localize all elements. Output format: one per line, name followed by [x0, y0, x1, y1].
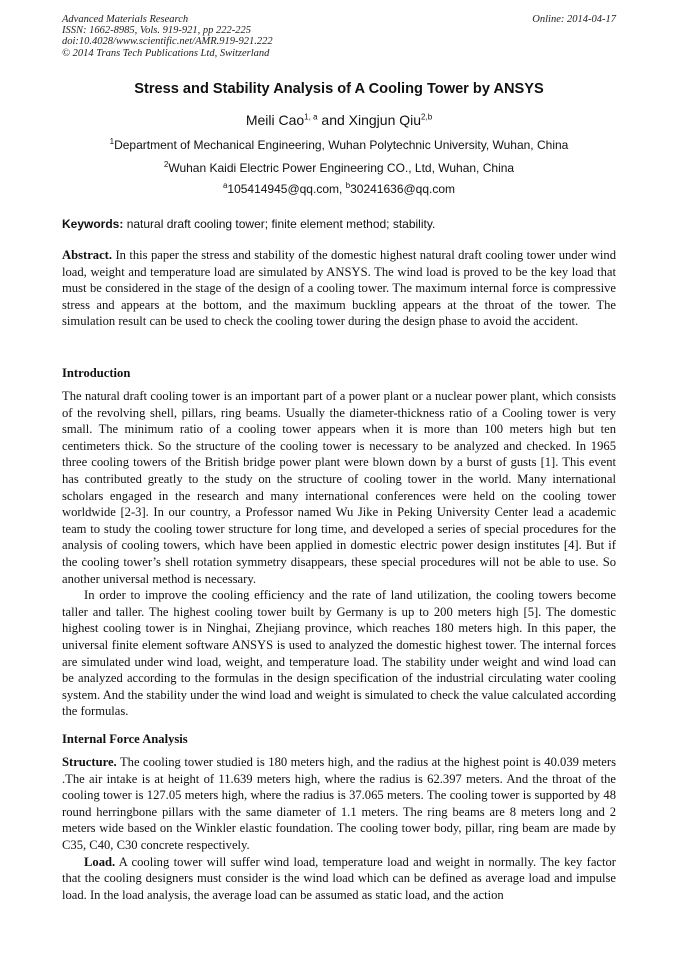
section-heading-introduction: Introduction	[62, 366, 131, 380]
keywords	[62, 217, 617, 231]
author-1: Meili Cao	[245, 112, 305, 128]
author-2: Xingjun Qiu	[348, 112, 422, 128]
structure-label: Structure.	[62, 755, 117, 769]
load-paragraph	[62, 854, 616, 904]
introduction-paragraph-1: The natural draft cooling tower is an important part of a power plant or a nuclear power plant, which consists of the revolving shell, pillars, ring beams. Usually the diameter-thickness ratio of a Cooling tower is very small. The minimum ratio of a cooling tower appears when it is more than 100 meters high but ten centimeters thick. So the structure of the cooling tower is necessary to be analyzed and checked. In 1965 three cooling towers of the British bridge power plant were blown down by a burst of gusts [1]. This event has contributed greatly to the study on the structure of cooling tower in the world. Many international scholars engaged in the research and many international conferences were held on the cooling tower worldwide [2-3]. In our country, a Professor named Wu Jike in Peking University Center lead a academic team to study the cooling tower structure for long time, and developed a series of special procedures for the analysis of cooling towers, which have been applied in domestic electric power design institutes [4]. But if the cooling tower’s shell rotation symmetry disappears, these special procedures will not be able to use. So another universal method is necessary.	[62, 389, 616, 586]
journal-doi: doi:10.4028/www.scientific.net/AMR.919-921.222	[62, 36, 273, 48]
affiliation-2-text: Wuhan Kaidi Electric Power Engineering CO., Ltd, Wuhan, China	[168, 161, 515, 175]
email-2-sup: b	[345, 181, 351, 190]
journal-name: Advanced Materials Research	[62, 14, 189, 25]
paper-title: Stress and Stability Analysis of A Cooling Tower by ANSYS	[134, 81, 544, 97]
journal-issn: ISSN: 1662-8985, Vols. 919-921, pp 222-225	[62, 25, 251, 37]
online-date: Online: 2014-04-17	[532, 14, 616, 25]
journal-header	[62, 14, 273, 59]
author-line	[40, 112, 638, 128]
affiliation-2	[40, 161, 638, 175]
author-and: and	[317, 112, 349, 128]
email-2: 30241636@qq.com	[350, 182, 456, 196]
structure-paragraph	[62, 754, 616, 854]
abstract-text: In this paper the stress and stability of the domestic highest natural draft cooling tower under wind load, weight and temperature load are simulated by ANSYS. The wind load is proved to be the key load that must be considered in the stage of the design of a cooling tower. The maximum internal force is compressive stress and appears at the bottom, and the maximum buckling appears at the throat of the tower. The simulation result can be used to check the cooling tower during the design phase to avoid the accident.	[62, 248, 616, 329]
author-2-sup: 2,b	[421, 112, 433, 122]
structure-text: The cooling tower studied is 180 meters high, and the radius at the highest point is 40.039 meters .The air intake is at height of 11.639 meters high, where the radius is 62.397 meters. And the throat of the cooling tower is 127.05 meters high, where the radius is 37.065 meters. The cooling tower is supported by 48 round herringbone pillars with the same diameter of 1.1 meters. The ring beams are 8 meters long and 2 meters wide based on the Winkler elastic foundation. The cooling tower body, pillar, ring beam are made by C35, C40, C30 concrete respectively.	[62, 755, 616, 852]
introduction-paragraph-2: In order to improve the cooling efficiency and the rate of land utilization, the cooling towers become taller and taller. The highest cooling tower built by Germany is up to 200 meters high [5]. The domestic highest cooling tower is in Ninghai, Zhejiang province, which reaches 180 meters high. In this paper, the universal finite element software ANSYS is used to analyzed the domestic highest tower. The internal forces are simulated under wind load, weight, and temperature load. The stability under weight and wind load can be analyzed according to the formulas in the design specification of the industrial circulating water cooling system. And the stability under the wind load and weight is simulated to check the value calculated according the formulas.	[62, 588, 616, 719]
internal-force-body	[62, 754, 616, 903]
journal-copyright: © 2014 Trans Tech Publications Ltd, Switzerland	[62, 47, 270, 59]
affiliation-2-sup: 2	[163, 160, 169, 169]
keywords-text: natural draft cooling tower; finite element method; stability.	[123, 217, 436, 231]
load-label: Load.	[84, 854, 116, 869]
load-text: A cooling tower will suffer wind load, temperature load and weight in normally. The key factor that the cooling designers must consider is the wind load which can be defined as average load and impulse load. In the load analysis, the average load can be assumed as static load, and the action	[62, 854, 616, 902]
keywords-label: Keywords:	[62, 217, 124, 231]
section-heading-internal-force: Internal Force Analysis	[62, 732, 188, 746]
abstract	[62, 247, 616, 330]
email-1: 105414945@qq.com,	[227, 182, 346, 196]
abstract-label: Abstract.	[62, 248, 113, 262]
introduction-body	[62, 388, 616, 720]
affiliation-1	[40, 138, 638, 152]
email-line	[40, 182, 638, 196]
affiliation-1-text: Department of Mechanical Engineering, Wuhan Polytechnic University, Wuhan, China	[114, 138, 569, 152]
author-1-sup: 1, a	[304, 112, 318, 122]
affiliation-1-sup: 1	[109, 137, 115, 146]
email-1-sup: a	[222, 181, 228, 190]
